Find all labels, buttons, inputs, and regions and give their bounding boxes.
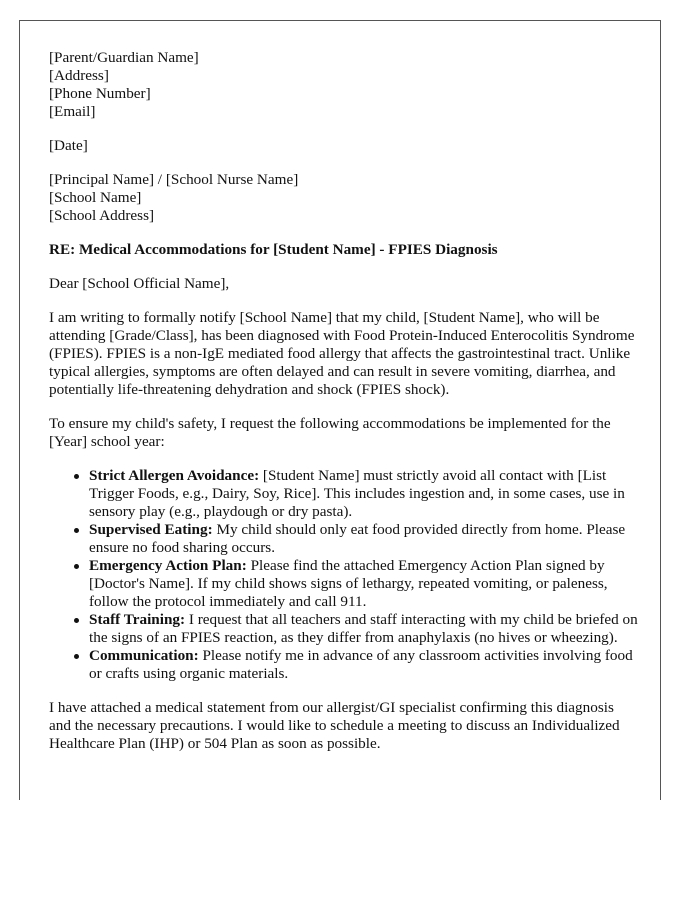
subject-line: RE: Medical Accommodations for [Student Name] - FPIES Diagnosis (49, 241, 498, 258)
item-title: Communication: (89, 647, 199, 664)
intro-paragraph: I am writing to formally notify [School Name] that my child, [Student Name], who will be attending [Grade/Class], has been diagnosed with Food Protein-Induced Enterocolitis Syndrome (FPIES). FPIES is a non-IgE mediated food allergy that affects the gastrointestinal tract. Unlike typical allergies, symptoms are often delayed and can result in severe vomiting, diarrhea, and potentially life-threatening dehydration and shock (FPIES shock). (49, 309, 635, 398)
request-paragraph: To ensure my child's safety, I request the following accommodations be implemented for the [Year] school year: (49, 415, 611, 450)
list-item (89, 611, 639, 647)
sender-block (49, 49, 639, 121)
letter-date: [Date] (49, 137, 88, 154)
list-item (89, 467, 639, 521)
sender-address: [Address] (49, 67, 109, 84)
item-text: Please find the attached Emergency Action Plan signed by [Doctor's Name]. If my child shows signs of lethargy, repeated vomiting, or paleness, follow the protocol immediately and call 911. (89, 557, 608, 610)
recipient-school: [School Name] (49, 189, 142, 206)
item-text: [Student Name] must strictly avoid all contact with [List Trigger Foods, e.g., Dairy, Soy, Rice]. This includes ingestion and, in some cases, use in sensory play (e.g., playdough or dry pasta). (89, 467, 625, 520)
item-title: Emergency Action Plan: (89, 557, 247, 574)
recipient-address: [School Address] (49, 207, 155, 224)
sender-name: [Parent/Guardian Name] (49, 49, 199, 66)
letter-page (19, 20, 661, 800)
recipient-block (49, 171, 639, 225)
list-item (89, 521, 639, 557)
list-item (89, 557, 639, 611)
item-title: Strict Allergen Avoidance: (89, 467, 260, 484)
closing-paragraph: I have attached a medical statement from our allergist/GI specialist confirming this diagnosis and the necessary precautions. I would like to schedule a meeting to discuss an Individualized Healthcare Plan (IHP) or 504 Plan as soon as possible. (49, 699, 620, 752)
item-text: Please notify me in advance of any classroom activities involving food or crafts using organic materials. (89, 647, 633, 682)
accommodations-list (49, 467, 639, 683)
item-text: My child should only eat food provided directly from home. Please ensure no food sharing occurs. (89, 521, 626, 556)
item-text: I request that all teachers and staff interacting with my child be briefed on the signs of an FPIES reaction, as they differ from anaphylaxis (no hives or wheezing). (89, 611, 638, 646)
item-title: Supervised Eating: (89, 521, 213, 538)
sender-phone: [Phone Number] (49, 85, 151, 102)
recipient-name: [Principal Name] / [School Nurse Name] (49, 171, 299, 188)
salutation: Dear [School Official Name], (49, 275, 230, 292)
list-item (89, 647, 639, 683)
sender-email: [Email] (49, 103, 96, 120)
item-title: Staff Training: (89, 611, 186, 628)
letter-content (49, 49, 639, 769)
